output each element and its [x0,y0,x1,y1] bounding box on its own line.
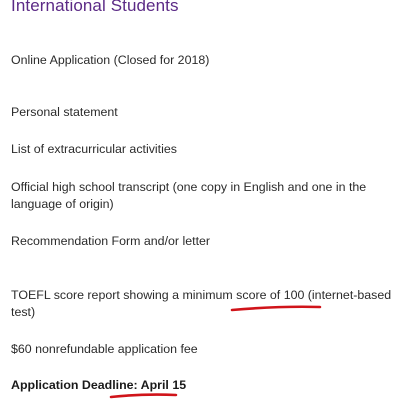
requirement-transcript: Official high school transcript (one copy in English and one in the language of origin) [11,180,367,211]
application-deadline: Application Deadline: April 15 [11,378,187,392]
requirement-personal-statement: Personal statement [11,105,118,119]
requirement-extracurricular: List of extracurricular activities [11,142,177,156]
requirement-toefl: TOEFL score report showing a minimum score of 100 (internet-based test) [11,288,392,319]
requirement-fee: $60 nonrefundable application fee [11,342,198,356]
requirement-online-application: Online Application (Closed for 2018) [11,53,210,67]
requirement-recommendation: Recommendation Form and/or letter [11,234,211,248]
section-title: International Students [11,0,179,15]
deadline-underline [111,395,176,397]
